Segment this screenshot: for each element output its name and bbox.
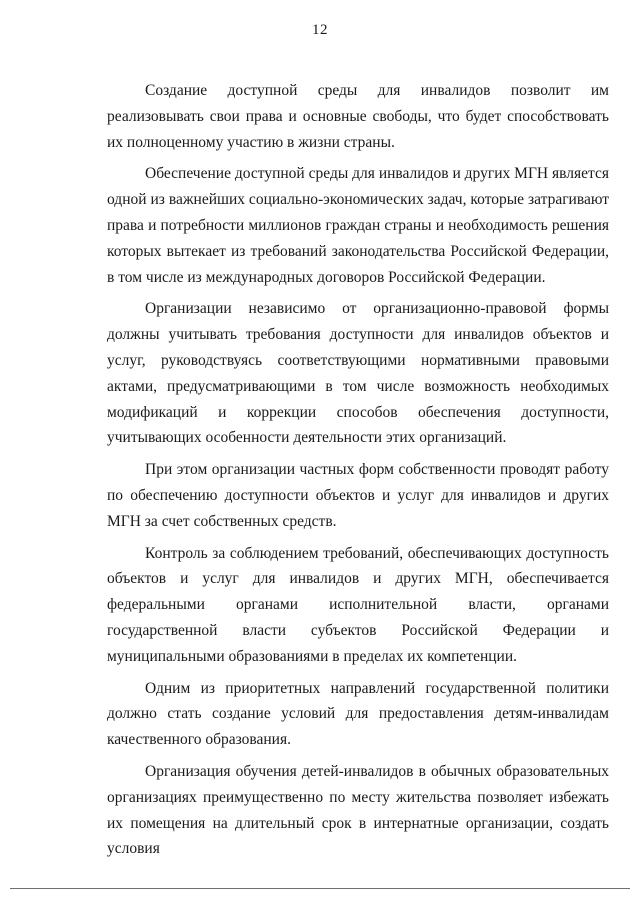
paragraph-2: Обеспечение доступной среды для инвалидов и других МГН является одной из важнейших социально-экономических задач, которые затрагивают права и потребности миллионов граждан страны и необходимость решения которых вытекает из требований законодательства Российской Федерации, в том числе из международных договоров Российской Федерации. [107, 165, 609, 286]
paragraph-7: Организация обучения детей-инвалидов в обычных образовательных организациях преимущественно по месту жительства позволяет избежать их помещения на длительный срок в интернатные организации, создать условия [107, 762, 609, 858]
paragraph-5: Контроль за соблюдением требований, обеспечивающих доступность объектов и услуг для инвалидов и других МГН, обеспечивается федеральными органами исполнительной власти, органами государственной власти субъектов Российской Федерации и муниципальными образованиями в пределах их компетенции. [107, 544, 609, 665]
paragraph-6: Одним из приоритетных направлений государственной политики должно стать создание условий для предоставления детям-инвалидам качественного образования. [107, 679, 609, 749]
paragraph-3: Организации независимо от организационно-правовой формы должны учитывать требования доступности для инвалидов объектов и услуг, руководствуясь соответствующими нормативными правовыми актами, предусматривающими в том числе возможность необходимых модификаций и коррекции способов обеспечения доступности, учитывающих особенности деятельности этих организаций. [107, 300, 609, 447]
page-number: 12 [312, 22, 328, 38]
paragraph-4: При этом организации частных форм собственности проводят работу по обеспечению доступности объектов и услуг для инвалидов и других МГН за счет собственных средств. [107, 461, 609, 530]
document-body [107, 78, 609, 862]
bottom-edge-line [10, 888, 630, 889]
paragraph-1: Создание доступной среды для инвалидов позволит им реализовывать свои права и основные свободы, что будет способствовать их полноценному участию в жизни страны. [107, 82, 609, 151]
